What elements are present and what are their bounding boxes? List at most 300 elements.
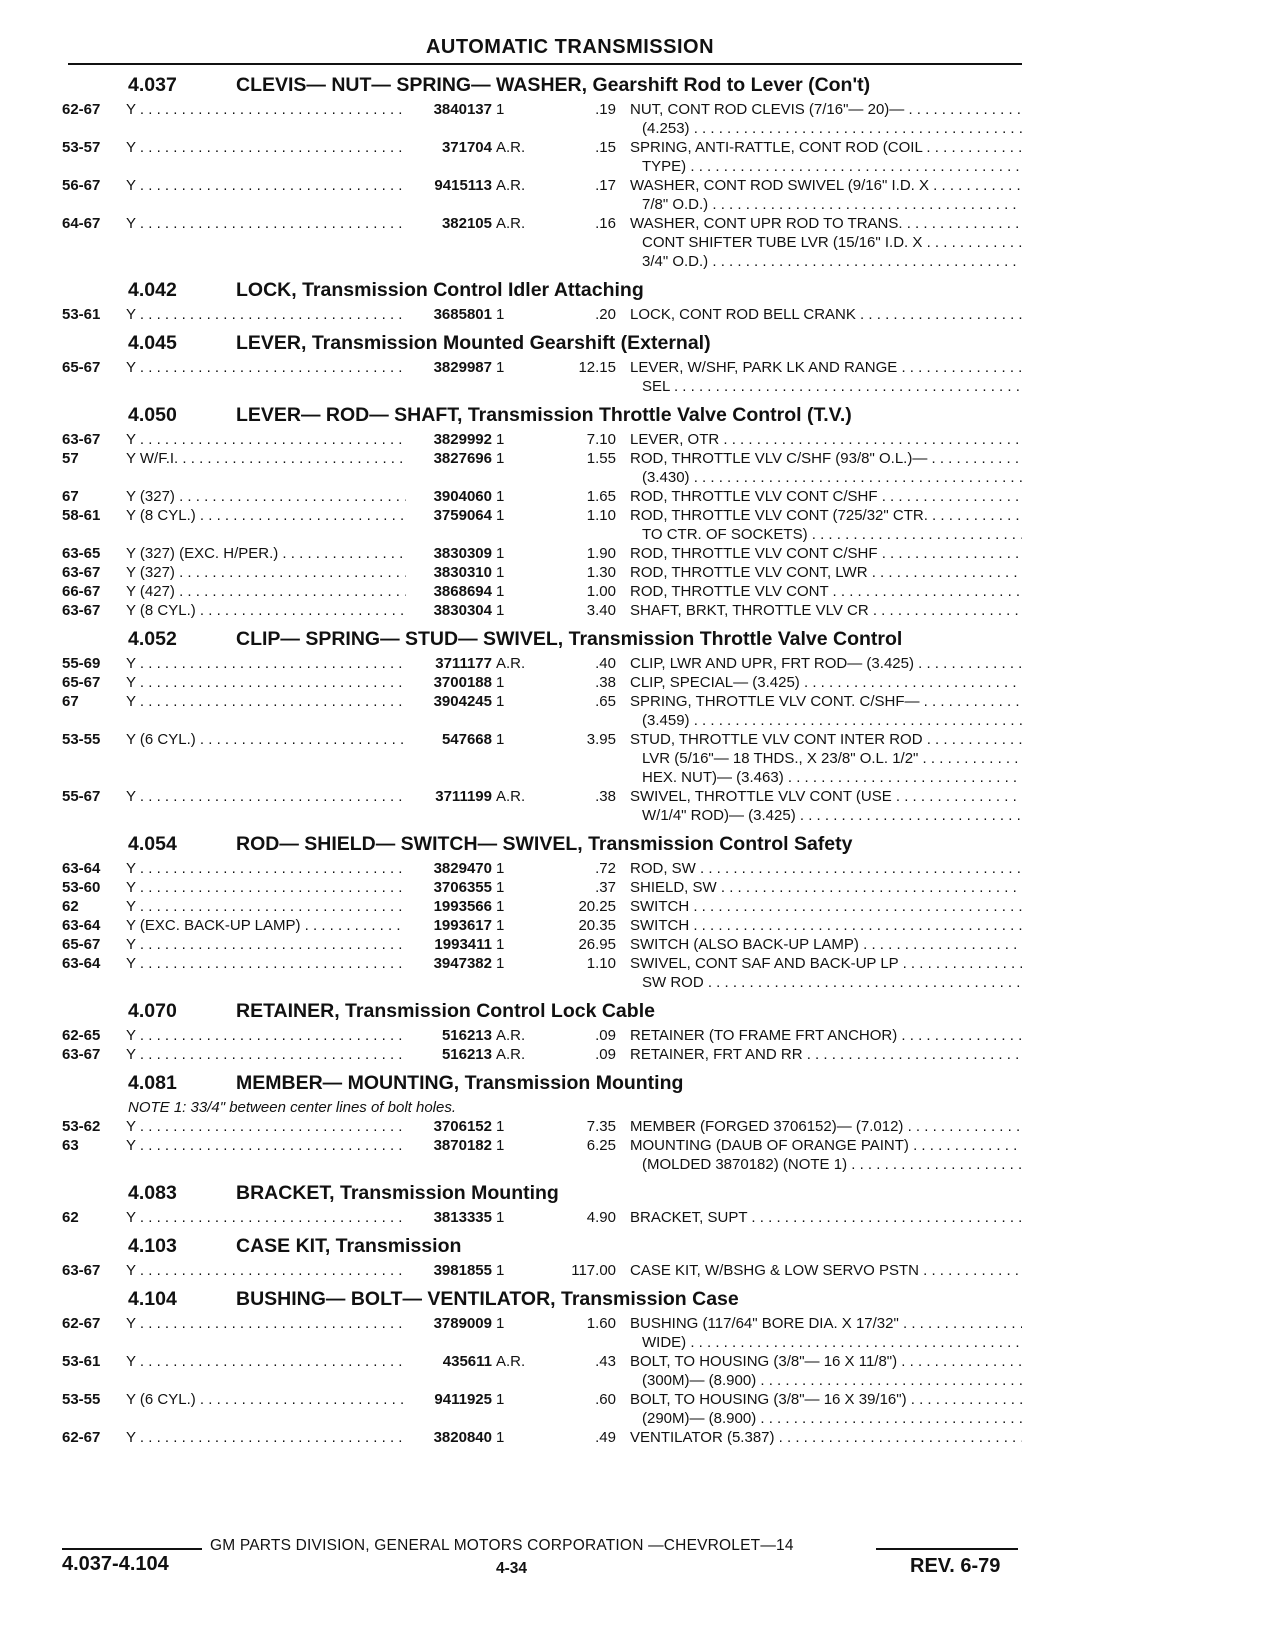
description [630,1117,1022,1136]
title-rule [68,63,1022,65]
quantity: A.R. [496,215,526,232]
description [630,654,1022,673]
part-row [62,358,1022,396]
part-row [62,214,1022,271]
price: 7.35 [586,1118,616,1135]
description-line: VENTILATOR (5.387) . . . [630,1428,1022,1447]
description-line: CASE KIT, W/BSHG & LOW SERVO PSTN . . . [630,1261,1022,1280]
price: 6.25 [586,1137,616,1154]
section-4-042 [62,275,1022,328]
price: 1.60 [586,1315,616,1332]
quantity: 1 [496,1209,505,1226]
price: .19 [595,101,616,118]
section-title: CLIP— SPRING— STUD— SWIVEL, Transmission Throttle Valve Control [236,628,903,650]
application: Y . . . [126,100,406,138]
price: 3.40 [586,602,616,619]
part-number: 3904060 [433,488,492,505]
part-number: 3829987 [433,359,492,376]
section-code: 4.050 [128,404,177,426]
description [630,214,1022,271]
description [630,176,1022,214]
quantity: 1 [496,450,505,467]
application: Y . . . [126,305,406,324]
description-line: TO CTR. OF SOCKETS) . . . [630,525,1022,544]
quantity: 1 [496,860,505,877]
model-years: 66-67 [62,583,101,600]
part-row [62,916,1022,935]
section-4-045 [62,328,1022,400]
description-line: 7/8" O.D.) . . . [630,195,1022,214]
application: Y . . . [126,692,406,730]
part-row [62,859,1022,878]
application: Y . . . [126,897,406,916]
part-row [62,1208,1022,1227]
description-line: ROD, THROTTLE VLV CONT C/SHF . . . [630,544,1022,563]
part-row [62,1428,1022,1447]
footer-rule-right [876,1548,1018,1550]
description-line: RETAINER (TO FRAME FRT ANCHOR) . . . [630,1026,1022,1045]
model-years: 62-67 [62,1315,101,1332]
part-row [62,692,1022,730]
part-number: 3789009 [433,1315,492,1332]
part-number: 3827696 [433,450,492,467]
description [630,1045,1022,1064]
part-row [62,673,1022,692]
quantity: 1 [496,674,505,691]
price: 1.10 [586,507,616,524]
section-title: BUSHING— BOLT— VENTILATOR, Transmission Case [236,1288,739,1310]
section-title: ROD— SHIELD— SWITCH— SWIVEL, Transmission Control Safety [236,833,853,855]
price: 117.00 [571,1262,616,1279]
application: Y (EXC. BACK-UP LAMP) . . . [126,916,406,935]
model-years: 57 [62,450,79,467]
section-header [62,624,1022,654]
quantity: 1 [496,693,505,710]
description-line: ROD, THROTTLE VLV CONT C/SHF . . . [630,487,1022,506]
section-note: NOTE 1: 33/4" between center lines of bolt holes. [128,1099,457,1116]
section-title: RETAINER, Transmission Control Lock Cable [236,1000,655,1022]
part-number: 371704 [441,139,492,156]
description [630,305,1022,324]
part-number: 382105 [441,215,492,232]
quantity: 1 [496,1315,505,1332]
model-years: 53-62 [62,1118,101,1135]
section-4-104 [62,1284,1022,1451]
part-number: 3706152 [433,1118,492,1135]
price: 26.95 [578,936,616,953]
application: Y (427) . . . [126,582,406,601]
part-number: 3870182 [433,1137,492,1154]
description-line: LEVER, OTR . . . [630,430,1022,449]
section-code: 4.045 [128,332,177,354]
application: Y . . . [126,430,406,449]
part-row [62,582,1022,601]
price: 1.30 [586,564,616,581]
page-title: AUTOMATIC TRANSMISSION [425,36,715,58]
part-row [62,544,1022,563]
quantity: 1 [496,583,505,600]
description [630,859,1022,878]
description [630,787,1022,825]
section-header [62,275,1022,305]
section-header [62,1178,1022,1208]
section-code: 4.052 [128,628,177,650]
section-4-070 [62,996,1022,1068]
model-years: 67 [62,488,79,505]
description-line: (3.459) . . . [630,711,1022,730]
description [630,1026,1022,1045]
description-line: TYPE) . . . [630,157,1022,176]
footer-section-range: 4.037-4.104 [62,1553,169,1575]
description [630,673,1022,692]
quantity: 1 [496,898,505,915]
part-number: 3947382 [433,955,492,972]
description [630,1314,1022,1352]
description-line: SHAFT, BRKT, THROTTLE VLV CR . . . [630,601,1022,620]
application: Y . . . [126,1045,406,1064]
part-number: 3981855 [433,1262,492,1279]
part-row [62,1390,1022,1428]
description [630,954,1022,992]
description-line: BRACKET, SUPT . . . [630,1208,1022,1227]
price: .49 [595,1429,616,1446]
price: .40 [595,655,616,672]
part-number: 3829470 [433,860,492,877]
description-line: LVR (5/16"— 18 THDS., X 23/8" O.L. 1/2" . . . [630,749,1022,768]
part-row [62,138,1022,176]
description [630,1136,1022,1174]
application: Y (6 CYL.) . . . [126,1390,406,1428]
price: 7.10 [586,431,616,448]
model-years: 63 [62,1137,79,1154]
description-line: ROD, SW . . . [630,859,1022,878]
section-code: 4.037 [128,74,177,96]
model-years: 55-67 [62,788,101,805]
section-code: 4.042 [128,279,177,301]
application: Y (327) (EXC. H/PER.) . . . [126,544,406,563]
application: Y W/F.I. . . . [126,449,406,487]
section-header [62,70,1022,100]
part-row [62,506,1022,544]
section-title: BRACKET, Transmission Mounting [236,1182,559,1204]
description [630,601,1022,620]
part-number: 3685801 [433,306,492,323]
model-years: 63-67 [62,431,101,448]
application: Y . . . [126,654,406,673]
footer-revision: REV. 6-79 [910,1555,1001,1577]
description [630,582,1022,601]
description-line: WASHER, CONT UPR ROD TO TRANS. . . . [630,214,1022,233]
price: .17 [595,177,616,194]
model-years: 67 [62,693,79,710]
model-years: 53-57 [62,139,101,156]
application: Y (327) . . . [126,487,406,506]
part-number: 3830304 [433,602,492,619]
application: Y . . . [126,859,406,878]
part-row [62,1045,1022,1064]
description [630,1390,1022,1428]
description-line: CONT SHIFTER TUBE LVR (15/16" I.D. X . . . [630,233,1022,252]
part-row [62,935,1022,954]
part-row [62,878,1022,897]
section-header [62,1284,1022,1314]
description [630,544,1022,563]
description [630,916,1022,935]
description [630,1352,1022,1390]
description-line: SWITCH . . . [630,897,1022,916]
description-line: RETAINER, FRT AND RR . . . [630,1045,1022,1064]
part-row [62,1026,1022,1045]
part-number: 3706355 [433,879,492,896]
description-line: SPRING, ANTI-RATTLE, CONT ROD (COIL . . . [630,138,1022,157]
model-years: 63-67 [62,1046,101,1063]
part-row [62,1136,1022,1174]
section-code: 4.070 [128,1000,177,1022]
application: Y . . . [126,673,406,692]
price: .60 [595,1391,616,1408]
section-title: MEMBER— MOUNTING, Transmission Mounting [236,1072,684,1094]
quantity: A.R. [496,177,526,194]
description-line: (300M)— (8.900) . . . [630,1371,1022,1390]
application: Y . . . [126,1136,406,1174]
quantity: 1 [496,879,505,896]
section-header [62,1068,1022,1098]
description-line: (3.430) . . . [630,468,1022,487]
description [630,100,1022,138]
description-line: SWIVEL, CONT SAF AND BACK-UP LP . . . [630,954,1022,973]
price: .16 [595,215,616,232]
price: 1.10 [586,955,616,972]
quantity: 1 [496,955,505,972]
price: .72 [595,860,616,877]
description-line: ROD, THROTTLE VLV C/SHF (93/8" O.L.)— . . . [630,449,1022,468]
description [630,563,1022,582]
part-number: 547668 [441,731,492,748]
price: .09 [595,1046,616,1063]
section-code: 4.083 [128,1182,177,1204]
model-years: 62-65 [62,1027,101,1044]
section-header [62,400,1022,430]
description-line: HEX. NUT)— (3.463) . . . [630,768,1022,787]
application: Y . . . [126,1208,406,1227]
quantity: 1 [496,507,505,524]
part-number: 516213 [441,1027,492,1044]
part-number: 3711199 [435,788,492,805]
model-years: 53-55 [62,1391,101,1408]
description-line: SPRING, THROTTLE VLV CONT. C/SHF— . . . [630,692,1022,711]
quantity: 1 [496,917,505,934]
part-row [62,1261,1022,1280]
price: 1.65 [586,488,616,505]
model-years: 55-69 [62,655,101,672]
application: Y . . . [126,1026,406,1045]
price: .09 [595,1027,616,1044]
price: 1.55 [586,450,616,467]
part-row [62,563,1022,582]
part-number: 3813335 [433,1209,492,1226]
description-line: CLIP, SPECIAL— (3.425) . . . [630,673,1022,692]
section-4-037 [62,70,1022,275]
part-row [62,654,1022,673]
model-years: 63-67 [62,602,101,619]
description-line: (MOLDED 3870182) (NOTE 1) . . . [630,1155,1022,1174]
quantity: 1 [496,602,505,619]
quantity: 1 [496,731,505,748]
model-years: 53-61 [62,306,101,323]
application: Y . . . [126,787,406,825]
model-years: 56-67 [62,177,101,194]
part-number: 3830309 [433,545,492,562]
quantity: 1 [496,1137,505,1154]
application: Y . . . [126,1352,406,1390]
description [630,487,1022,506]
model-years: 62 [62,898,79,915]
section-code: 4.104 [128,1288,177,1310]
part-row [62,1352,1022,1390]
description [630,138,1022,176]
part-row [62,430,1022,449]
application: Y (8 CYL.) . . . [126,506,406,544]
section-header [62,1231,1022,1261]
footer-page-number: 4-34 [496,1560,528,1577]
description-line: (4.253) . . . [630,119,1022,138]
quantity: 1 [496,936,505,953]
application: Y . . . [126,176,406,214]
description [630,1428,1022,1447]
section-code: 4.054 [128,833,177,855]
quantity: 1 [496,431,505,448]
description-line: SHIELD, SW . . . [630,878,1022,897]
parts-listing [62,70,1022,1451]
model-years: 63-65 [62,545,101,562]
price: 1.00 [586,583,616,600]
description-line: LOCK, CONT ROD BELL CRANK . . . [630,305,1022,324]
description-line: SW ROD . . . [630,973,1022,992]
part-number: 1993411 [434,936,492,953]
description-line: 3/4" O.D.) . . . [630,252,1022,271]
price: .38 [595,674,616,691]
model-years: 65-67 [62,359,101,376]
part-number: 9411925 [434,1391,492,1408]
quantity: 1 [496,306,505,323]
application: Y . . . [126,954,406,992]
footer-rule-left [62,1548,202,1550]
section-header [62,829,1022,859]
quantity: 1 [496,1118,505,1135]
description [630,730,1022,787]
quantity: 1 [496,101,505,118]
price: 4.90 [586,1209,616,1226]
model-years: 53-55 [62,731,101,748]
description-line: (290M)— (8.900) . . . [630,1409,1022,1428]
model-years: 53-60 [62,879,101,896]
application: Y . . . [126,1261,406,1280]
application: Y (8 CYL.) . . . [126,601,406,620]
quantity: 1 [496,545,505,562]
section-4-052 [62,624,1022,829]
part-row [62,954,1022,992]
description-line: BOLT, TO HOUSING (3/8"— 16 X 11/8") . . . [630,1352,1022,1371]
section-4-103 [62,1231,1022,1284]
description-line: W/1/4" ROD)— (3.425) . . . [630,806,1022,825]
application: Y . . . [126,214,406,271]
section-title: LEVER— ROD— SHAFT, Transmission Throttle Valve Control (T.V.) [236,404,852,426]
section-title: LOCK, Transmission Control Idler Attaching [236,279,644,301]
model-years: 53-61 [62,1353,101,1370]
application: Y . . . [126,1117,406,1136]
description [630,692,1022,730]
description-line: ROD, THROTTLE VLV CONT . . . [630,582,1022,601]
quantity: A.R. [496,788,526,805]
footer-publisher: GM PARTS DIVISION, GENERAL MOTORS CORPORATION —CHEVROLET—14 [210,1537,794,1554]
quantity: 1 [496,488,505,505]
part-row [62,601,1022,620]
part-row [62,1117,1022,1136]
section-4-054 [62,829,1022,996]
part-number: 435611 [442,1353,492,1370]
part-row [62,787,1022,825]
part-row [62,730,1022,787]
description [630,1261,1022,1280]
part-number: 3830310 [433,564,492,581]
description-line: BUSHING (117/64" BORE DIA. X 17/32" . . . [630,1314,1022,1333]
part-number: 3759064 [433,507,492,524]
section-header [62,996,1022,1026]
part-number: 516213 [441,1046,492,1063]
price: .65 [595,693,616,710]
part-number: 3711177 [435,655,492,672]
description [630,358,1022,396]
part-number: 9415113 [434,177,492,194]
quantity: A.R. [496,1027,526,1044]
quantity: A.R. [496,655,526,672]
part-row [62,449,1022,487]
application: Y . . . [126,1428,406,1447]
section-code: 4.103 [128,1235,177,1257]
section-4-083 [62,1178,1022,1231]
part-row [62,100,1022,138]
description-line: SWITCH . . . [630,916,1022,935]
section-title: LEVER, Transmission Mounted Gearshift (External) [236,332,711,354]
application: Y . . . [126,935,406,954]
description [630,506,1022,544]
model-years: 63-67 [62,564,101,581]
description-line: ROD, THROTTLE VLV CONT (725/32" CTR. . . . [630,506,1022,525]
price: .38 [595,788,616,805]
part-number: 3829992 [433,431,492,448]
application: Y . . . [126,358,406,396]
description [630,897,1022,916]
section-gap [62,1447,1022,1451]
quantity: 1 [496,1429,505,1446]
description-line: MOUNTING (DAUB OF ORANGE PAINT) . . . [630,1136,1022,1155]
part-row [62,176,1022,214]
model-years: 63-64 [62,917,101,934]
application: Y . . . [126,878,406,897]
section-header [62,328,1022,358]
description [630,935,1022,954]
description [630,878,1022,897]
price: 3.95 [586,731,616,748]
application: Y . . . [126,1314,406,1352]
description-line: CLIP, LWR AND UPR, FRT ROD— (3.425) . . . [630,654,1022,673]
description-line: LEVER, W/SHF, PARK LK AND RANGE . . . [630,358,1022,377]
section-4-081 [62,1068,1022,1178]
quantity: A.R. [496,1046,526,1063]
model-years: 62-67 [62,101,101,118]
model-years: 58-61 [62,507,101,524]
application: Y (6 CYL.) . . . [126,730,406,787]
